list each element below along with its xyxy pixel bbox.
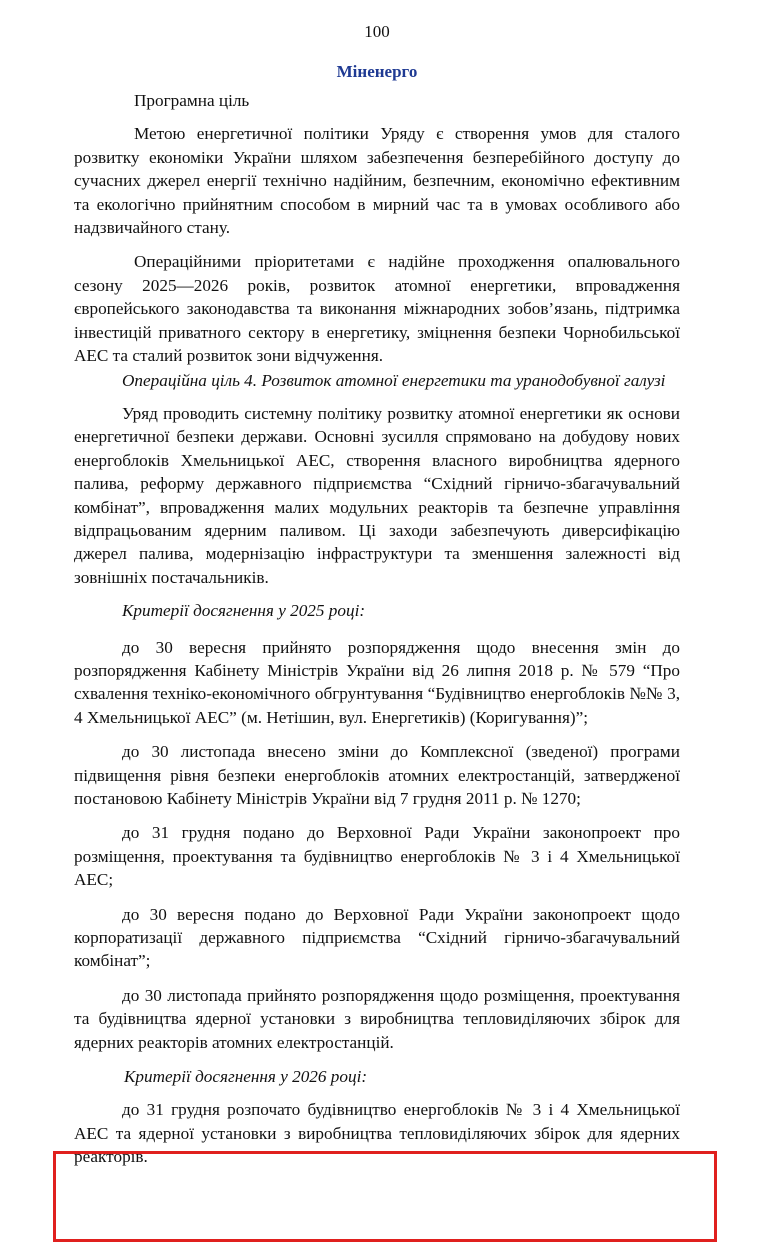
criteria-2025-item-2: до 30 листопада внесено зміни до Комплексної (зведеної) програми підвищення рівня безпеки енергоблоків атомних електростанцій, затвердженої постановою Кабінету Міністрів України від 7 грудня 2011 р. № 1270; (74, 742, 680, 808)
criteria-2025-heading: Критерії досягнення у 2025 році: (122, 601, 366, 621)
operational-goal-heading: Операційна ціль 4. Розвиток атомної енергетики та уранодобувної галузі (122, 371, 666, 391)
highlight-box (53, 1151, 717, 1242)
criteria-2026-item-1: до 31 грудня розпочато будівництво енергоблоків № 3 і 4 Хмельницької АЕС та ядерної установки з виробництва тепловиділяючих збірок для ядерних реакторів. (74, 1100, 680, 1167)
document-page (74, 0, 680, 1169)
criteria-2025-item-3: до 31 грудня подано до Верховної Ради України законопроект про розміщення, проектування та будівництво енергоблоків № 3 і 4 Хмельницької АЕС; (74, 823, 680, 890)
criteria-2025-item-5: до 30 листопада прийнято розпорядження щодо розміщення, проектування та будівництва ядерної установки з виробництва тепловиділяючих збірок для ядерних реакторів атомних електростанцій. (74, 985, 680, 1052)
criteria-2025-item-4: до 30 вересня подано до Верховної Ради України законопроект щодо корпоратизації державного підприємства “Східний гірничо-збагачувальний комбінат”; (74, 904, 680, 971)
criteria-2025-item-1: до 30 вересня прийнято розпорядження щодо внесення змін до розпорядження Кабінету Міністрів України від 26 липня 2018 р. № 579 “Про схвалення техніко-економічного обгрунтування “Будівництво енергоблоків №№ 3, 4 Хмельницької АЕС” (м. Нетішин, вул. Енергетиків) (Коригування)”; (74, 637, 680, 727)
operational-goal-paragraph: Уряд проводить системну політику розвитку атомної енергетики як основи енергетичної безпеки держави. Основні зусилля спрямовано на добудову нових енергоблоків Хмельницької АЕС, створення власного виробництва ядерного палива, реформу державного підприємства “Східний гірничо-збагачувальний комбінат”, впровадження малих модульних реакторів та безпечне управління відпрацьованим ядерним паливом. Ці заходи забезпечують диверсифікацію джерел палива, модернізацію інфраструктури та зменшення залежності від зовнішніх постачальників. (74, 403, 680, 587)
program-goal-label: Програмна ціль (134, 91, 250, 110)
goal-paragraph: Метою енергетичної політики Уряду є створення умов для сталого розвитку економіки України шляхом забезпечення безперебійного доступу до сучасних джерел енергії технічно надійним, безпечним, економічно ефективним та екологічно прийнятним способом в мирний час та в умовах особливого або надзвичайного стану. (74, 124, 680, 238)
ministry-heading: Міненерго (336, 62, 418, 81)
criteria-2026-heading: Критерії досягнення у 2026 році: (124, 1067, 368, 1087)
priorities-paragraph: Операційними пріоритетами є надійне проходження опалювального сезону 2025—2026 років, розвиток атомної енергетики, впровадження європейського законодавства та виконання міжнародних зобов’язань, підтримка інвестицій приватного сектору в енергетику, зміцнення безпеки Чорнобильської АЕС та сталий розвиток зони відчуження. (74, 252, 680, 366)
page-number: 100 (364, 22, 390, 41)
